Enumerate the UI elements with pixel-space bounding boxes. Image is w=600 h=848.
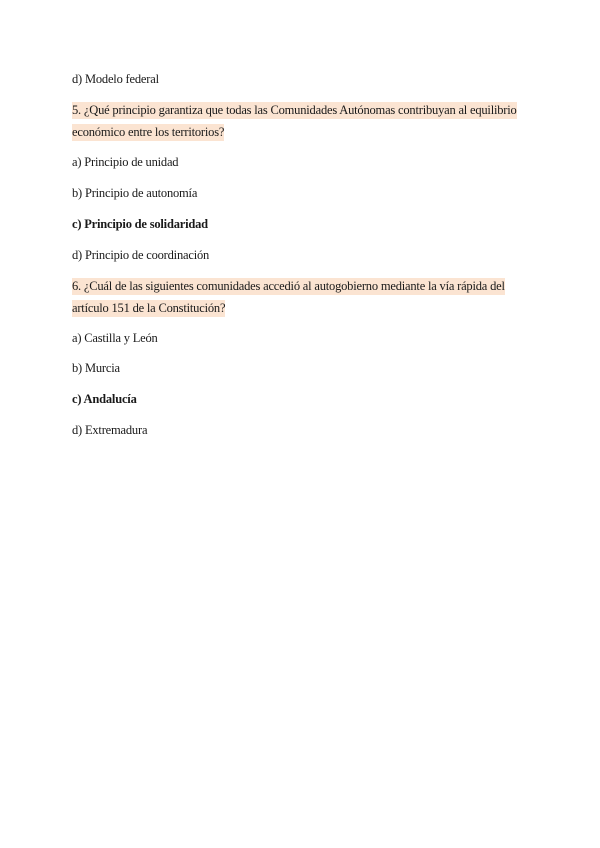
question-5	[72, 99, 528, 143]
option-previous-d: d) Modelo federal	[72, 72, 159, 86]
q5-option-a: a) Principio de unidad	[72, 155, 179, 169]
question-6-line-1: 6. ¿Cuál de las siguientes comunidades accedió al autogobierno mediante la vía rápida del	[72, 279, 505, 293]
q6-option-a: a) Castilla y León	[72, 331, 158, 345]
question-6-line-2: artículo 151 de la Constitución?	[72, 301, 226, 315]
q6-option-d: d) Extremadura	[72, 423, 148, 437]
q5-option-d: d) Principio de coordinación	[72, 248, 210, 262]
q6-option-b: b) Murcia	[72, 361, 120, 375]
question-6	[72, 275, 528, 319]
question-5-line-1: 5. ¿Qué principio garantiza que todas las Comunidades Autónomas contribuyan al equilibrio	[72, 103, 517, 117]
question-5-line-2: económico entre los territorios?	[72, 125, 225, 139]
q5-option-b: b) Principio de autonomía	[72, 186, 198, 200]
q5-option-c-correct: c) Principio de solidaridad	[72, 217, 208, 231]
q6-option-c-correct: c) Andalucía	[72, 392, 137, 406]
